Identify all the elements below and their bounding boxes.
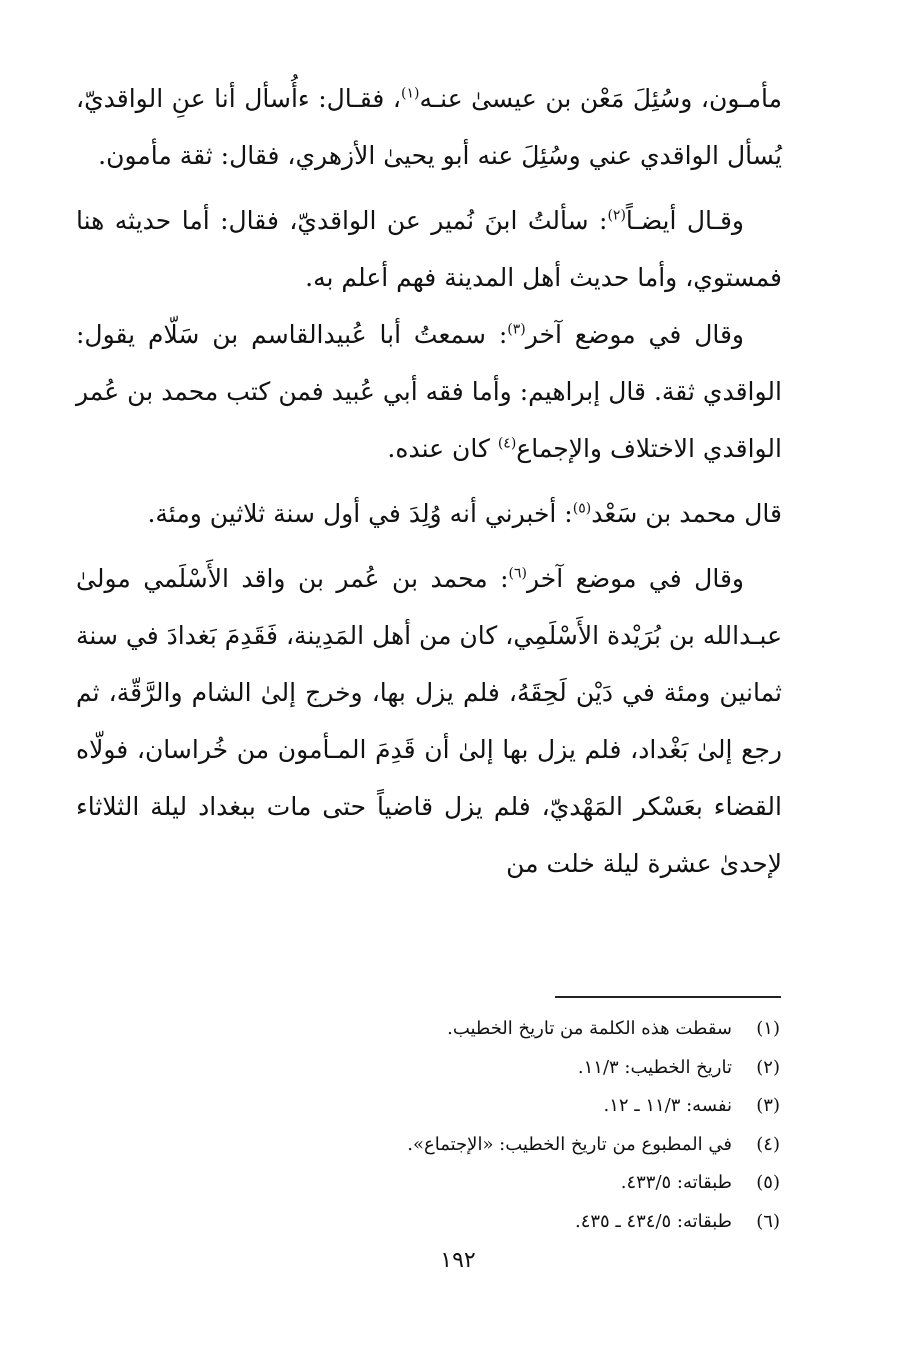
paragraph-3 <box>76 306 782 477</box>
footnote-number: (٥) <box>756 1172 780 1193</box>
footnote-5 <box>100 1164 780 1203</box>
footnotes <box>100 1010 780 1241</box>
footnote-ref-1: (١) <box>400 85 420 102</box>
paragraph-1-text-2: ، فقـال: ءأُسأل أنا عنِ الواقديّ، يُسأل الواقدي عني وسُئِلَ عنه أبو يحيىٰ الأزهري، فقال: ثقة مأمون. <box>76 84 782 170</box>
paragraph-3-text-3: كان عنده. <box>387 434 498 463</box>
footnote-2 <box>100 1049 780 1088</box>
paragraph-1 <box>76 70 782 184</box>
footnote-6 <box>100 1203 780 1242</box>
paragraph-4 <box>76 485 782 542</box>
paragraph-2-text-2: : سألتُ ابنَ نُمير عن الواقديّ، فقال: أما حديثه هنا فمستوي، وأما حديث أهل المدينة فهم أعلم به. <box>76 206 782 292</box>
footnote-number: (٢) <box>756 1056 780 1078</box>
footnote-ref-2: (٢) <box>607 207 626 224</box>
footnote-ref-5: (٥) <box>572 500 592 517</box>
footnote-text: نفسه: ١١/٣ ـ ١٢. <box>603 1095 732 1116</box>
footnote-ref-3: (٣) <box>507 321 526 338</box>
paragraph-5-text-2: : محمد بن عُمر بن واقد الأَسْلَمي مولىٰ عبـدالله بن بُرَيْدة الأَسْلَمِي، كان من أهل المَدِينة، فَقَدِمَ بَغدادَ في سنة ثمانين ومئة في دَيْن لَحِقَهُ، فلم يزل بها، وخرج إلىٰ الشام والرَّقّة، ثم رجع إلىٰ بَغْداد، فلم يزل بها إلىٰ أن قَدِمَ المـأمون من خُراسان، فولّاه القضاء بعَسْكر المَهْديّ، فلم يزل قاضياً حتى مات ببغداد ليلة الثلاثاء لإحدىٰ عشرة ليلة خلت من <box>76 564 782 878</box>
paragraph-3-text-1: وقال في موضع آخر <box>525 320 744 349</box>
footnote-text: طبقاته: ٤٣٣/٥. <box>620 1172 732 1193</box>
paragraph-3-text-2: : سمعتُ أبا عُبيدالقاسم بن سَلّام يقول: الواقدي ثقة. قال إبراهيم: وأما فقه أبي عُبيد فمن كتب محمد بن عُمر الواقدي الاختلاف والإجماع <box>76 320 782 463</box>
paragraph-4-text-1: قال محمد بن سَعْد <box>591 499 782 528</box>
footnote-number: (١) <box>756 1018 780 1039</box>
footnote-4 <box>100 1126 780 1165</box>
paragraph-2 <box>76 192 782 306</box>
footnote-1 <box>100 1010 780 1049</box>
paragraph-2-text-1: وقـال أيضـاً <box>625 206 744 235</box>
paragraph-4-text-2: : أخبرني أنه وُلِدَ في أول سنة ثلاثين ومئة. <box>147 499 573 528</box>
footnote-text: سقطت هذه الكلمة من تاريخ الخطيب. <box>447 1018 732 1039</box>
footnote-text: في المطبوع من تاريخ الخطيب: «الإجتماع». <box>407 1133 732 1155</box>
footnote-number: (٣) <box>756 1095 780 1116</box>
page-number: ١٩٢ <box>440 1248 476 1273</box>
footnote-number: (٤) <box>756 1133 780 1155</box>
footnote-ref-4: (٤) <box>497 435 517 452</box>
paragraph-1-text-1: مأمـون، وسُئِلَ مَعْن بن عيسىٰ عنـه <box>419 84 782 113</box>
footnote-text: طبقاته: ٤٣٤/٥ ـ ٤٣٥. <box>574 1210 732 1232</box>
footnote-separator <box>555 996 781 998</box>
paragraph-5-text-1: وقال في موضع آخر <box>526 564 744 593</box>
footnote-3 <box>100 1087 780 1126</box>
main-text <box>76 70 782 892</box>
footnote-ref-6: (٦) <box>508 565 527 582</box>
footnote-number: (٦) <box>756 1210 780 1232</box>
paragraph-5 <box>76 550 782 892</box>
footnote-text: تاريخ الخطيب: ١١/٣. <box>577 1056 732 1078</box>
